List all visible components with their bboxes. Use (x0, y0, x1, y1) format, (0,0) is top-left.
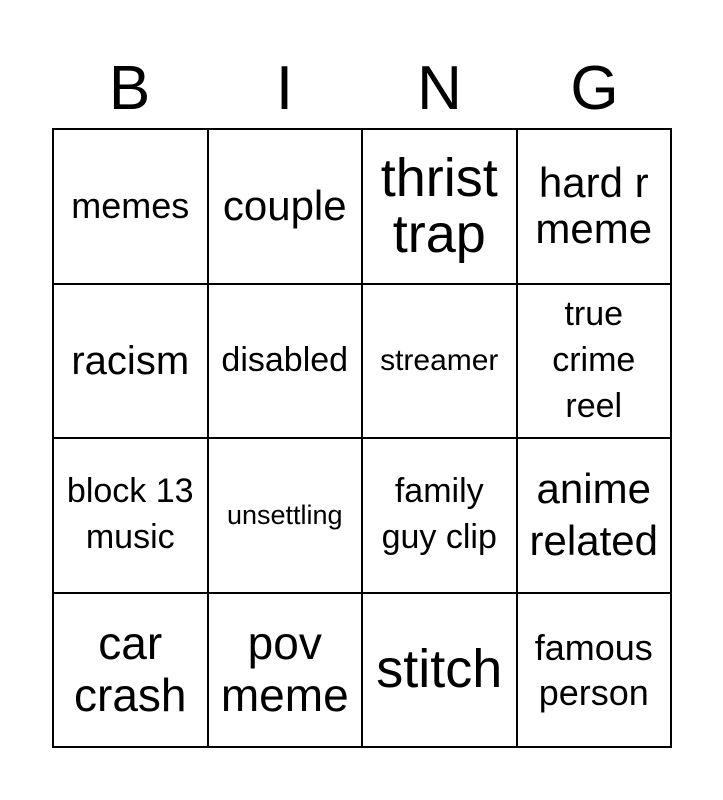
bingo-cell-label: block 13 music (66, 472, 194, 557)
bingo-cell-label: streamer (380, 344, 499, 377)
bingo-cell[interactable] (209, 285, 364, 440)
header-letter-i: I (275, 54, 294, 123)
bingo-cell[interactable] (209, 594, 364, 749)
bingo-cell[interactable] (518, 439, 673, 594)
bingo-cell-label: stitch (376, 639, 503, 700)
bingo-cell-label: hard r meme (535, 159, 653, 253)
bingo-cell-label: anime related (529, 464, 658, 565)
bingo-cell[interactable] (54, 130, 209, 285)
bingo-cell[interactable] (518, 594, 673, 749)
bingo-board (52, 128, 672, 748)
bingo-cell[interactable] (54, 285, 209, 440)
bingo-cell[interactable] (54, 594, 209, 749)
bingo-cell[interactable] (363, 594, 518, 749)
bingo-cell[interactable] (518, 130, 673, 285)
bingo-header (52, 50, 672, 128)
bingo-cell-label: car crash (74, 617, 187, 721)
bingo-cell[interactable] (209, 130, 364, 285)
bingo-cell[interactable] (209, 439, 364, 594)
bingo-cell-label: famous person (534, 626, 653, 713)
bingo-cell-label: thrist trap (380, 147, 498, 265)
header-letter-b: B (108, 54, 151, 123)
bingo-cell-label: unsettling (226, 500, 343, 531)
bingo-cell[interactable] (363, 439, 518, 594)
bingo-cell-label: pov meme (220, 617, 349, 721)
bingo-cell[interactable] (363, 130, 518, 285)
bingo-cell[interactable] (363, 285, 518, 440)
bingo-cell[interactable] (518, 285, 673, 440)
bingo-cell-label: disabled (221, 340, 349, 379)
bingo-cell-label: memes (71, 185, 190, 227)
bingo-cell[interactable] (54, 439, 209, 594)
bingo-cell-label: couple (222, 182, 347, 230)
header-letter-g: G (570, 54, 619, 123)
bingo-cell-label: family guy clip (381, 472, 497, 557)
bingo-cell-label: true crime reel (552, 294, 636, 425)
header-letter-n: N (417, 54, 462, 123)
bingo-cell-label: racism (71, 338, 190, 383)
